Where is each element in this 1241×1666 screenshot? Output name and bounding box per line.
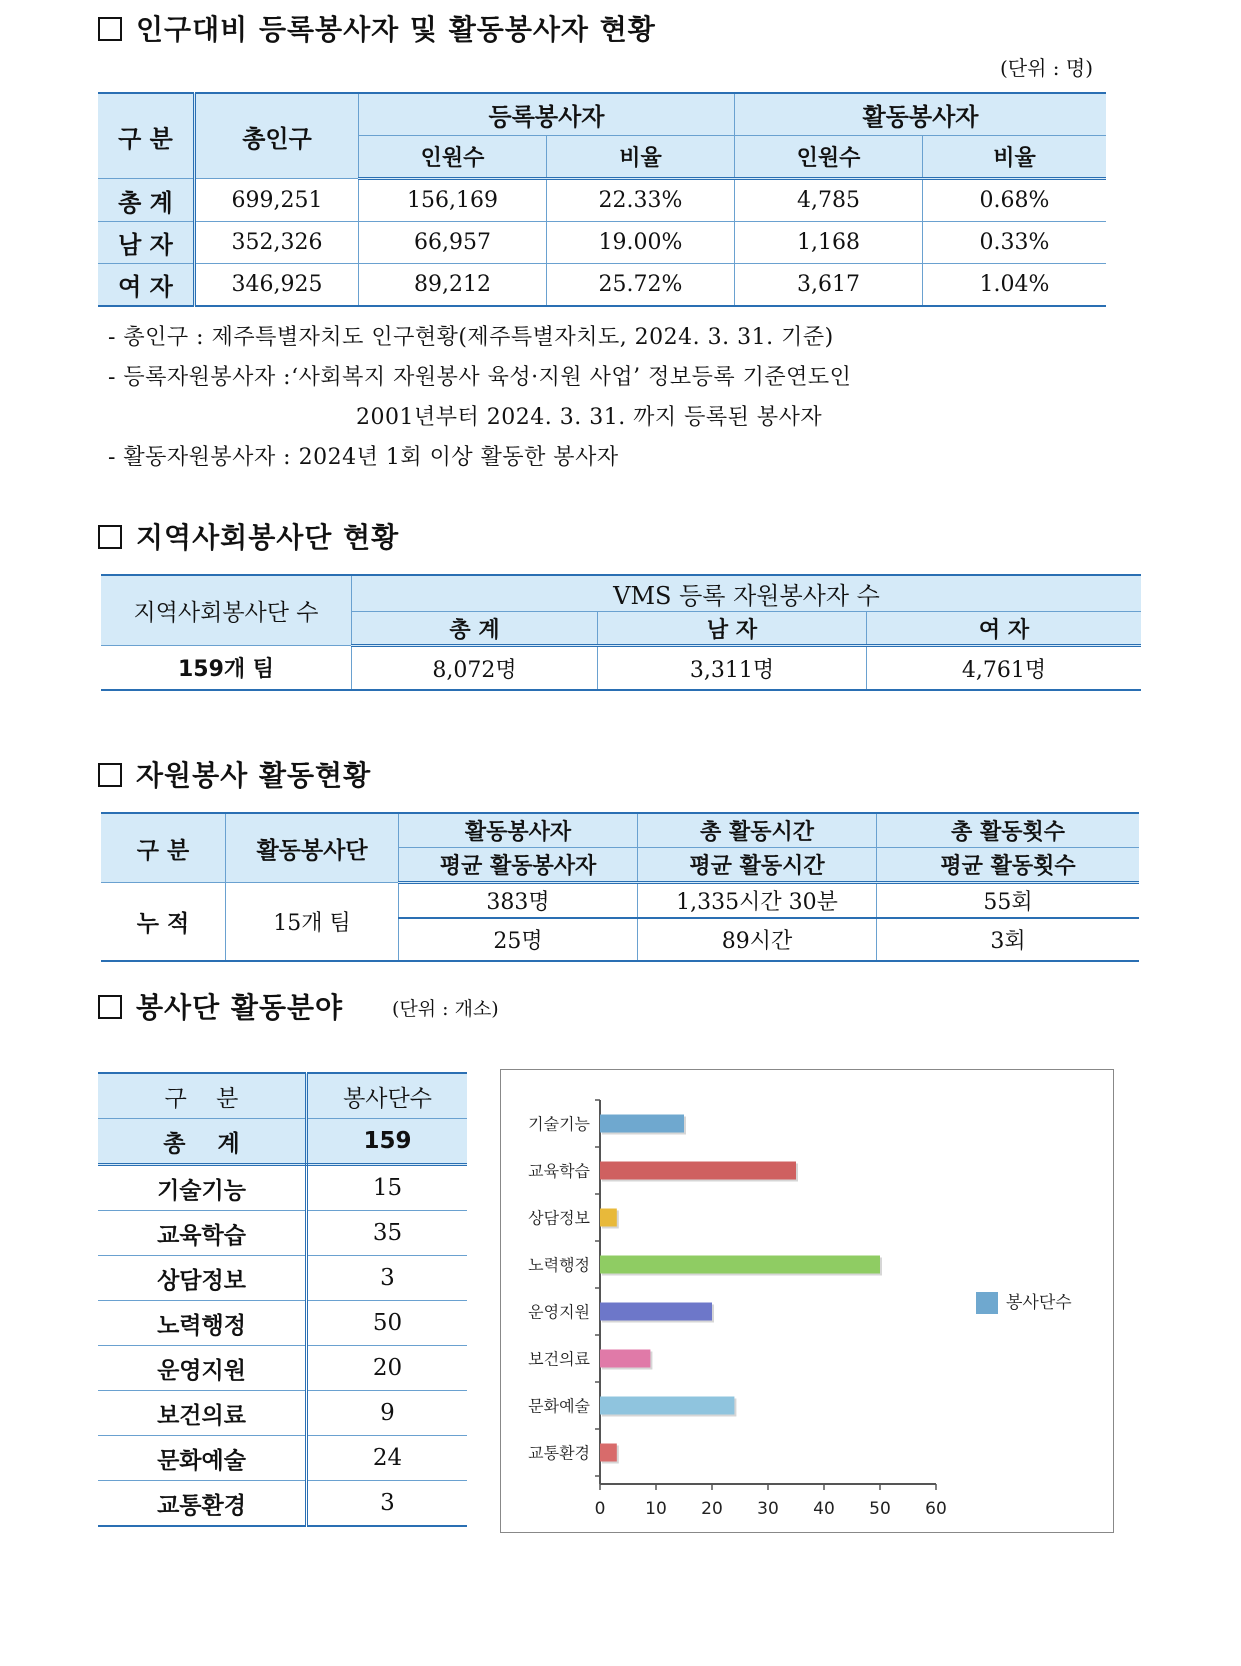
section1-title-text: 인구대비 등록봉사자 및 활동봉사자 현황 — [136, 13, 656, 46]
note-line: - 등록자원봉사자 :‘사회복지 자원봉사 육성·지원 사업’ 정보등록 기준연도인 — [108, 365, 852, 390]
cell-teams: 159개 팀 — [101, 646, 352, 691]
row-label: 여 자 — [98, 264, 195, 307]
table-row — [98, 264, 1106, 307]
table-row — [101, 883, 1139, 919]
cell-pop: 699,251 — [195, 179, 359, 222]
legend-label: 봉사단수 — [1006, 1293, 1072, 1313]
cell-reg-ratio: 19.00% — [547, 222, 735, 264]
row-value: 35 — [307, 1211, 468, 1256]
cell-female: 4,761명 — [867, 646, 1142, 691]
row-label: 운영지원 — [98, 1346, 307, 1391]
note-line: 2001년부터 2024. 3. 31. 까지 등록된 봉사자 — [356, 405, 823, 430]
section3-title — [98, 754, 371, 794]
row-label: 문화예술 — [98, 1436, 307, 1481]
category-label: 운영지원 — [528, 1302, 590, 1322]
bar — [600, 1162, 796, 1180]
cell-total: 8,072명 — [352, 646, 598, 691]
x-tick-label: 10 — [645, 1499, 667, 1519]
checkbox-square-icon — [98, 763, 122, 787]
header-groups: 활동봉사단 — [226, 813, 399, 883]
x-tick-label: 50 — [869, 1499, 891, 1519]
section2-title — [98, 516, 399, 556]
bar — [600, 1444, 617, 1462]
checkbox-square-icon — [98, 525, 122, 549]
category-label: 교통환경 — [528, 1443, 590, 1463]
cell-reg-ratio: 22.33% — [547, 179, 735, 222]
bar — [600, 1115, 684, 1133]
category-label: 노력행정 — [528, 1255, 590, 1275]
header-times: 총 활동횟수 — [877, 813, 1140, 848]
note-line: - 활동자원봉사자 : 2024년 1회 이상 활동한 봉사자 — [108, 445, 619, 470]
cell-volunteers: 383명 — [399, 883, 638, 919]
x-tick-label: 0 — [594, 1499, 606, 1519]
section1-notes — [108, 318, 851, 478]
total-label: 총 계 — [98, 1119, 307, 1165]
cell-avg-hours: 89시간 — [638, 918, 877, 961]
section4-title — [98, 986, 343, 1026]
header-avg-volunteers: 평균 활동봉사자 — [399, 848, 638, 883]
row-value: 3 — [307, 1256, 468, 1301]
cell-pop: 346,925 — [195, 264, 359, 307]
table-row — [98, 1165, 467, 1211]
header-count: 봉사단수 — [307, 1073, 468, 1119]
header-total: 총 계 — [352, 612, 598, 646]
x-tick-label: 60 — [925, 1499, 947, 1519]
population-volunteer-table — [98, 92, 1106, 307]
cell-reg-count: 156,169 — [359, 179, 547, 222]
category-label: 문화예술 — [528, 1396, 590, 1416]
bar — [600, 1397, 734, 1415]
section2-title-text: 지역사회봉사단 현황 — [136, 521, 400, 554]
activity-field-table — [98, 1072, 467, 1527]
category-label: 상담정보 — [528, 1208, 590, 1228]
header-teams: 지역사회봉사단 수 — [101, 575, 352, 646]
section4-unit: (단위 : 개소) — [392, 998, 499, 1020]
row-value: 3 — [307, 1481, 468, 1527]
row-value: 24 — [307, 1436, 468, 1481]
bar — [600, 1209, 617, 1227]
header-category: 구 분 — [101, 813, 226, 883]
cell-male: 3,311명 — [598, 646, 867, 691]
header-volunteers: 활동봉사자 — [399, 813, 638, 848]
row-label: 교육학습 — [98, 1211, 307, 1256]
bar — [600, 1350, 650, 1368]
section1-unit: (단위 : 명) — [1000, 56, 1094, 80]
cell-act-count: 3,617 — [735, 264, 923, 307]
cell-avg-volunteers: 25명 — [399, 918, 638, 961]
section4-title-text: 봉사단 활동분야 — [136, 991, 344, 1024]
cell-avg-times: 3회 — [877, 918, 1140, 961]
header-avg-times: 평균 활동횟수 — [877, 848, 1140, 883]
bar — [600, 1256, 880, 1274]
header-category: 구 분 — [98, 1073, 307, 1119]
total-row — [98, 1119, 467, 1165]
row-label: 상담정보 — [98, 1256, 307, 1301]
row-label: 기술기능 — [98, 1165, 307, 1211]
header-male: 남 자 — [598, 612, 867, 646]
row-value: 15 — [307, 1165, 468, 1211]
table-row — [98, 1391, 467, 1436]
cell-act-count: 1,168 — [735, 222, 923, 264]
category-label: 교육학습 — [528, 1161, 590, 1181]
header-registered: 등록봉사자 — [359, 93, 735, 136]
cell-times: 55회 — [877, 883, 1140, 919]
category-label: 기술기능 — [528, 1114, 590, 1134]
row-value: 9 — [307, 1391, 468, 1436]
cell-act-ratio: 0.33% — [923, 222, 1107, 264]
bar-chart-svg — [501, 1070, 1113, 1532]
table-row — [98, 1256, 467, 1301]
row-value: 50 — [307, 1301, 468, 1346]
header-total-pop: 총인구 — [195, 93, 359, 179]
table-row — [101, 646, 1141, 691]
header-act-ratio: 비율 — [923, 136, 1107, 179]
row-value: 20 — [307, 1346, 468, 1391]
note-line: - 총인구 : 제주특별자치도 인구현황(제주특별자치도, 2024. 3. 31. 기준) — [108, 325, 834, 350]
section3-title-text: 자원봉사 활동현황 — [136, 759, 372, 792]
bar — [600, 1303, 712, 1321]
table-row — [98, 1481, 467, 1527]
header-female: 여 자 — [867, 612, 1142, 646]
cell-hours: 1,335시간 30분 — [638, 883, 877, 919]
row-label: 교통환경 — [98, 1481, 307, 1527]
cell-act-ratio: 0.68% — [923, 179, 1107, 222]
cell-reg-count: 66,957 — [359, 222, 547, 264]
checkbox-square-icon — [98, 995, 122, 1019]
cell-act-ratio: 1.04% — [923, 264, 1107, 307]
checkbox-square-icon — [98, 17, 122, 41]
header-active: 활동봉사자 — [735, 93, 1107, 136]
table-row — [98, 1436, 467, 1481]
x-tick-label: 20 — [701, 1499, 723, 1519]
x-tick-label: 40 — [813, 1499, 835, 1519]
cell-pop: 352,326 — [195, 222, 359, 264]
volunteer-activity-table — [101, 812, 1139, 962]
category-label: 보건의료 — [528, 1349, 590, 1369]
table-row — [98, 1211, 467, 1256]
header-reg-count: 인원수 — [359, 136, 547, 179]
cell-reg-ratio: 25.72% — [547, 264, 735, 307]
legend-swatch — [976, 1292, 998, 1314]
cell-reg-count: 89,212 — [359, 264, 547, 307]
row-label: 총 계 — [98, 179, 195, 222]
table-row — [98, 222, 1106, 264]
table-row — [98, 179, 1106, 222]
cell-groups: 15개 팀 — [226, 883, 399, 962]
header-vms: VMS 등록 자원봉사자 수 — [352, 575, 1142, 612]
x-tick-label: 30 — [757, 1499, 779, 1519]
table-row — [98, 1346, 467, 1391]
row-label: 누 적 — [101, 883, 226, 962]
total-value: 159 — [307, 1119, 468, 1165]
header-avg-hours: 평균 활동시간 — [638, 848, 877, 883]
row-label: 보건의료 — [98, 1391, 307, 1436]
table-row — [98, 1301, 467, 1346]
row-label: 노력행정 — [98, 1301, 307, 1346]
header-act-count: 인원수 — [735, 136, 923, 179]
header-reg-ratio: 비율 — [547, 136, 735, 179]
header-category: 구 분 — [98, 93, 195, 179]
community-team-table — [101, 574, 1141, 691]
section1-title — [98, 8, 656, 48]
header-hours: 총 활동시간 — [638, 813, 877, 848]
row-label: 남 자 — [98, 222, 195, 264]
activity-field-chart — [500, 1069, 1114, 1533]
cell-act-count: 4,785 — [735, 179, 923, 222]
